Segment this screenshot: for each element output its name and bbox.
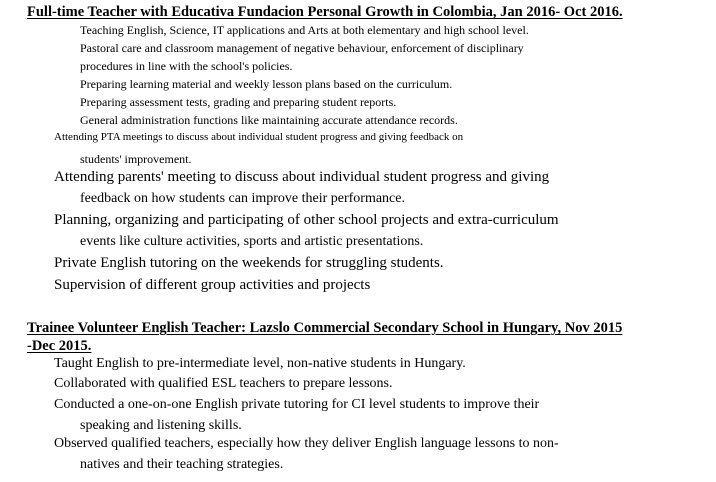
job1-duty-line: Preparing assessment tests, grading and preparing student reports. <box>80 95 397 109</box>
job2-heading-line2: -Dec 2015. <box>27 338 92 354</box>
job1-duty-line: General administration functions like maintaining accurate attendance records. <box>80 113 458 127</box>
job1-duty-line: Attending parents' meeting to discuss about individual student progress and giving <box>54 169 550 185</box>
job2-heading-line1: Trainee Volunteer English Teacher: Lazslo Commercial Secondary School in Hungary, Nov 2015 <box>27 320 623 336</box>
job1-duty-line: events like culture activities, sports and artistic presentations. <box>80 234 424 249</box>
job2-duty-line: Observed qualified teachers, especially how they deliver English language lessons to non- <box>54 436 559 451</box>
job2-duty-line: natives and their teaching strategies. <box>80 457 284 472</box>
job1-heading: Full-time Teacher with Educativa Fundacion Personal Growth in Colombia, Jan 2016- Oct 2016. <box>27 4 623 20</box>
job2-duty-line: speaking and listening skills. <box>80 418 242 433</box>
job2-duty-line: Conducted a one-on-one English private tutoring for CI level students to improve their <box>54 397 540 412</box>
job1-duty-line: Pastoral care and classroom management of negative behaviour, enforcement of disciplinary <box>80 41 524 55</box>
job2-duty-line: Collaborated with qualified ESL teachers to prepare lessons. <box>54 376 393 391</box>
job1-duty-line: students' improvement. <box>80 152 192 166</box>
job1-duty-line: Supervision of different group activities and projects <box>54 277 371 293</box>
job1-duty-line: procedures in line with the school's policies. <box>80 59 293 73</box>
job1-duty-line: Teaching English, Science, IT applications and Arts at both elementary and high school level. <box>80 23 529 37</box>
job1-duty-line: Private English tutoring on the weekends for struggling students. <box>54 255 444 271</box>
job1-duty-line: feedback on how students can improve their performance. <box>80 191 405 206</box>
job1-duty-line: Attending PTA meetings to discuss about individual student progress and giving feedback on <box>54 131 464 143</box>
job2-duty-line: Taught English to pre-intermediate level, non-native students in Hungary. <box>54 356 466 371</box>
job1-duty-line: Preparing learning material and weekly lesson plans based on the curriculum. <box>80 77 453 91</box>
job1-duty-line: Planning, organizing and participating of other school projects and extra-curriculum <box>54 212 559 228</box>
